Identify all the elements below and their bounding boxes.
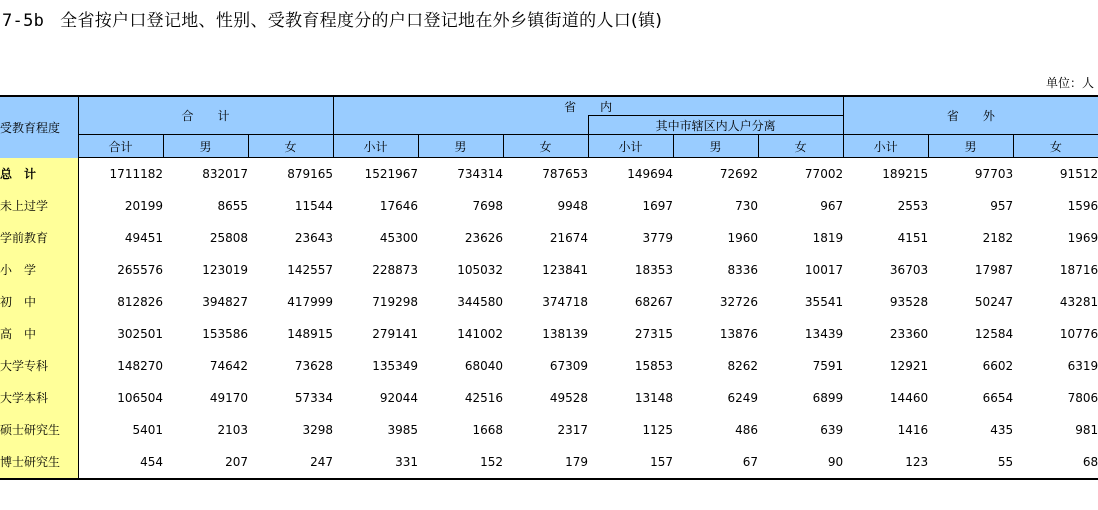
table-cell: 68040 bbox=[464, 358, 504, 373]
header-group-total: 合 计 bbox=[78, 96, 333, 135]
table-cell: 152 bbox=[418, 446, 503, 479]
header-in-province-spacer bbox=[333, 116, 588, 135]
table-cell: 3985 bbox=[387, 422, 419, 437]
table-cell: 734314 bbox=[457, 166, 504, 181]
table-cell: 123841 bbox=[542, 262, 589, 277]
table-cell: 68267 bbox=[634, 294, 674, 309]
table-cell: 15853 bbox=[634, 358, 674, 373]
table-cell: 2553 bbox=[897, 198, 929, 213]
table-cell: 21674 bbox=[549, 230, 589, 245]
header-col: 女 bbox=[503, 135, 588, 158]
header-columns-row bbox=[0, 135, 1098, 158]
table-code: 7-5b bbox=[2, 11, 45, 31]
table-cell: 50247 bbox=[974, 294, 1014, 309]
row-label: 高 中 bbox=[0, 318, 78, 350]
table-cell: 1416 bbox=[897, 422, 929, 437]
table-cell: 49451 bbox=[124, 230, 163, 245]
table-cell: 967 bbox=[820, 198, 844, 213]
table-cell: 57334 bbox=[294, 390, 334, 405]
table-cell: 49528 bbox=[549, 390, 589, 405]
header-col: 小计 bbox=[333, 135, 418, 158]
table-cell: 719298 bbox=[372, 294, 419, 309]
table-cell: 97703 bbox=[974, 166, 1014, 181]
table-cell: 879165 bbox=[287, 166, 334, 181]
table-cell: 1711182 bbox=[109, 166, 163, 181]
row-label: 未上过学 bbox=[0, 190, 78, 222]
header-col: 小计 bbox=[843, 135, 928, 158]
table-row bbox=[0, 414, 1098, 446]
table-cell: 812826 bbox=[117, 294, 163, 309]
table-cell: 73628 bbox=[294, 358, 334, 373]
header-group-in-province: 省 内 bbox=[333, 96, 843, 116]
header-group-out-province: 省 外 bbox=[843, 96, 1098, 135]
table-cell: 123019 bbox=[202, 262, 248, 277]
table-cell: 153586 bbox=[202, 326, 248, 341]
table-cell: 1969 bbox=[1067, 230, 1098, 245]
header-col: 男 bbox=[418, 135, 503, 158]
table-cell: 27315 bbox=[634, 326, 674, 341]
table-cell: 138139 bbox=[542, 326, 589, 341]
table-cell: 17646 bbox=[379, 198, 419, 213]
table-cell: 149694 bbox=[627, 166, 674, 181]
table-row bbox=[0, 382, 1098, 414]
data-table bbox=[0, 95, 1098, 480]
table-cell: 1668 bbox=[472, 422, 504, 437]
row-label: 总 计 bbox=[0, 158, 78, 190]
table-cell: 91512 bbox=[1059, 166, 1098, 181]
table-cell: 6319 bbox=[1067, 358, 1098, 373]
table-row bbox=[0, 158, 1098, 190]
table-cell: 6899 bbox=[812, 390, 844, 405]
table-cell: 13148 bbox=[634, 390, 674, 405]
table-cell: 302501 bbox=[117, 326, 163, 341]
table-cell: 7806 bbox=[1067, 390, 1098, 405]
table-cell: 12584 bbox=[974, 326, 1014, 341]
table-cell: 8262 bbox=[727, 358, 759, 373]
header-col: 男 bbox=[928, 135, 1013, 158]
header-sub-group: 其中市辖区内人户分离 bbox=[588, 116, 843, 135]
table-cell: 5401 bbox=[132, 422, 163, 437]
table-cell: 4151 bbox=[897, 230, 929, 245]
table-cell: 639 bbox=[820, 422, 844, 437]
table-cell: 6602 bbox=[982, 358, 1014, 373]
table-cell: 247 bbox=[248, 446, 333, 479]
table-row bbox=[0, 190, 1098, 222]
table-cell: 141002 bbox=[457, 326, 504, 341]
table-cell: 148270 bbox=[117, 358, 163, 373]
table-cell: 14460 bbox=[889, 390, 929, 405]
table-cell: 787653 bbox=[542, 166, 589, 181]
table-cell: 2317 bbox=[557, 422, 589, 437]
table-cell: 92044 bbox=[379, 390, 419, 405]
table-cell: 18716 bbox=[1059, 262, 1098, 277]
table-cell: 3298 bbox=[302, 422, 334, 437]
table-cell: 13876 bbox=[719, 326, 759, 341]
table-cell: 74642 bbox=[209, 358, 248, 373]
table-cell: 148915 bbox=[287, 326, 334, 341]
table-cell: 43281 bbox=[1059, 294, 1098, 309]
table-cell: 123 bbox=[843, 446, 928, 479]
table-cell: 68 bbox=[1013, 446, 1098, 479]
table-cell: 10776 bbox=[1059, 326, 1098, 341]
table-cell: 1125 bbox=[642, 422, 674, 437]
table-cell: 1960 bbox=[727, 230, 759, 245]
table-cell: 832017 bbox=[202, 166, 248, 181]
header-col: 女 bbox=[1013, 135, 1098, 158]
table-cell: 90 bbox=[758, 446, 843, 479]
table-row bbox=[0, 254, 1098, 286]
table-cell: 2182 bbox=[982, 230, 1014, 245]
table-cell: 8336 bbox=[727, 262, 759, 277]
table-cell: 105032 bbox=[457, 262, 504, 277]
table-cell: 157 bbox=[588, 446, 673, 479]
table-cell: 279141 bbox=[372, 326, 419, 341]
table-cell: 10017 bbox=[804, 262, 844, 277]
table-cell: 8655 bbox=[217, 198, 248, 213]
table-cell: 106504 bbox=[117, 390, 163, 405]
table-cell: 265576 bbox=[117, 262, 163, 277]
table-row bbox=[0, 350, 1098, 382]
header-col: 女 bbox=[758, 135, 843, 158]
table-cell: 1521967 bbox=[364, 166, 419, 181]
table-cell: 394827 bbox=[202, 294, 248, 309]
table-cell: 45300 bbox=[379, 230, 419, 245]
table-cell: 17987 bbox=[974, 262, 1014, 277]
header-col: 合计 bbox=[78, 135, 163, 158]
table-row bbox=[0, 286, 1098, 318]
table-title-text: 全省按户口登记地、性别、受教育程度分的户口登记地在外乡镇街道的人口(镇) bbox=[60, 11, 663, 31]
table-title bbox=[2, 6, 662, 31]
table-cell: 3779 bbox=[642, 230, 674, 245]
table-cell: 7591 bbox=[812, 358, 844, 373]
table-cell: 25808 bbox=[209, 230, 248, 245]
table-cell: 730 bbox=[735, 198, 759, 213]
table-cell: 20199 bbox=[124, 198, 163, 213]
row-label: 硕士研究生 bbox=[0, 414, 78, 446]
table-header bbox=[0, 96, 1098, 158]
table-cell: 1697 bbox=[642, 198, 674, 213]
table-cell: 11544 bbox=[294, 198, 334, 213]
table-cell: 6654 bbox=[982, 390, 1014, 405]
header-corner: 受教育程度 bbox=[0, 96, 78, 158]
table-cell: 49170 bbox=[209, 390, 248, 405]
table-cell: 331 bbox=[333, 446, 418, 479]
table-cell: 23626 bbox=[464, 230, 504, 245]
table-cell: 55 bbox=[928, 446, 1013, 479]
table-cell: 189215 bbox=[882, 166, 929, 181]
table-cell: 67309 bbox=[549, 358, 589, 373]
table-cell: 207 bbox=[163, 446, 248, 479]
table-cell: 23643 bbox=[294, 230, 334, 245]
row-label: 初 中 bbox=[0, 286, 78, 318]
table-cell: 13439 bbox=[804, 326, 844, 341]
table-cell: 228873 bbox=[372, 262, 419, 277]
table-cell: 1819 bbox=[812, 230, 844, 245]
table-cell: 32726 bbox=[719, 294, 759, 309]
table-cell: 957 bbox=[990, 198, 1014, 213]
table-cell: 12921 bbox=[889, 358, 929, 373]
row-label: 学前教育 bbox=[0, 222, 78, 254]
table-cell: 42516 bbox=[464, 390, 504, 405]
table-cell: 93528 bbox=[889, 294, 929, 309]
table-cell: 35541 bbox=[804, 294, 844, 309]
table-cell: 417999 bbox=[287, 294, 334, 309]
row-label: 大学专科 bbox=[0, 350, 78, 382]
table-row bbox=[0, 446, 1098, 479]
table-cell: 142557 bbox=[287, 262, 334, 277]
table-row bbox=[0, 222, 1098, 254]
table-cell: 67 bbox=[673, 446, 758, 479]
table-cell: 1596 bbox=[1067, 198, 1098, 213]
table-cell: 7698 bbox=[472, 198, 504, 213]
table-cell: 9948 bbox=[557, 198, 589, 213]
row-label: 大学本科 bbox=[0, 382, 78, 414]
header-col: 男 bbox=[163, 135, 248, 158]
unit-label: 单位：人 bbox=[1045, 76, 1094, 90]
table-cell: 454 bbox=[78, 446, 163, 479]
table-cell: 36703 bbox=[889, 262, 929, 277]
table-cell: 6249 bbox=[727, 390, 759, 405]
table-cell: 23360 bbox=[889, 326, 929, 341]
table-cell: 435 bbox=[990, 422, 1014, 437]
header-col: 男 bbox=[673, 135, 758, 158]
table-cell: 18353 bbox=[634, 262, 674, 277]
table-cell: 77002 bbox=[804, 166, 844, 181]
table-cell: 72692 bbox=[719, 166, 759, 181]
table-cell: 2103 bbox=[217, 422, 248, 437]
table-cell: 374718 bbox=[542, 294, 589, 309]
table-cell: 135349 bbox=[372, 358, 419, 373]
table-cell: 179 bbox=[503, 446, 588, 479]
header-col: 小计 bbox=[588, 135, 673, 158]
table-cell: 981 bbox=[1075, 422, 1098, 437]
table-body bbox=[0, 158, 1098, 479]
row-label: 博士研究生 bbox=[0, 446, 78, 479]
table-cell: 344580 bbox=[457, 294, 504, 309]
table-row bbox=[0, 318, 1098, 350]
header-col: 女 bbox=[248, 135, 333, 158]
row-label: 小 学 bbox=[0, 254, 78, 286]
table-cell: 486 bbox=[735, 422, 759, 437]
